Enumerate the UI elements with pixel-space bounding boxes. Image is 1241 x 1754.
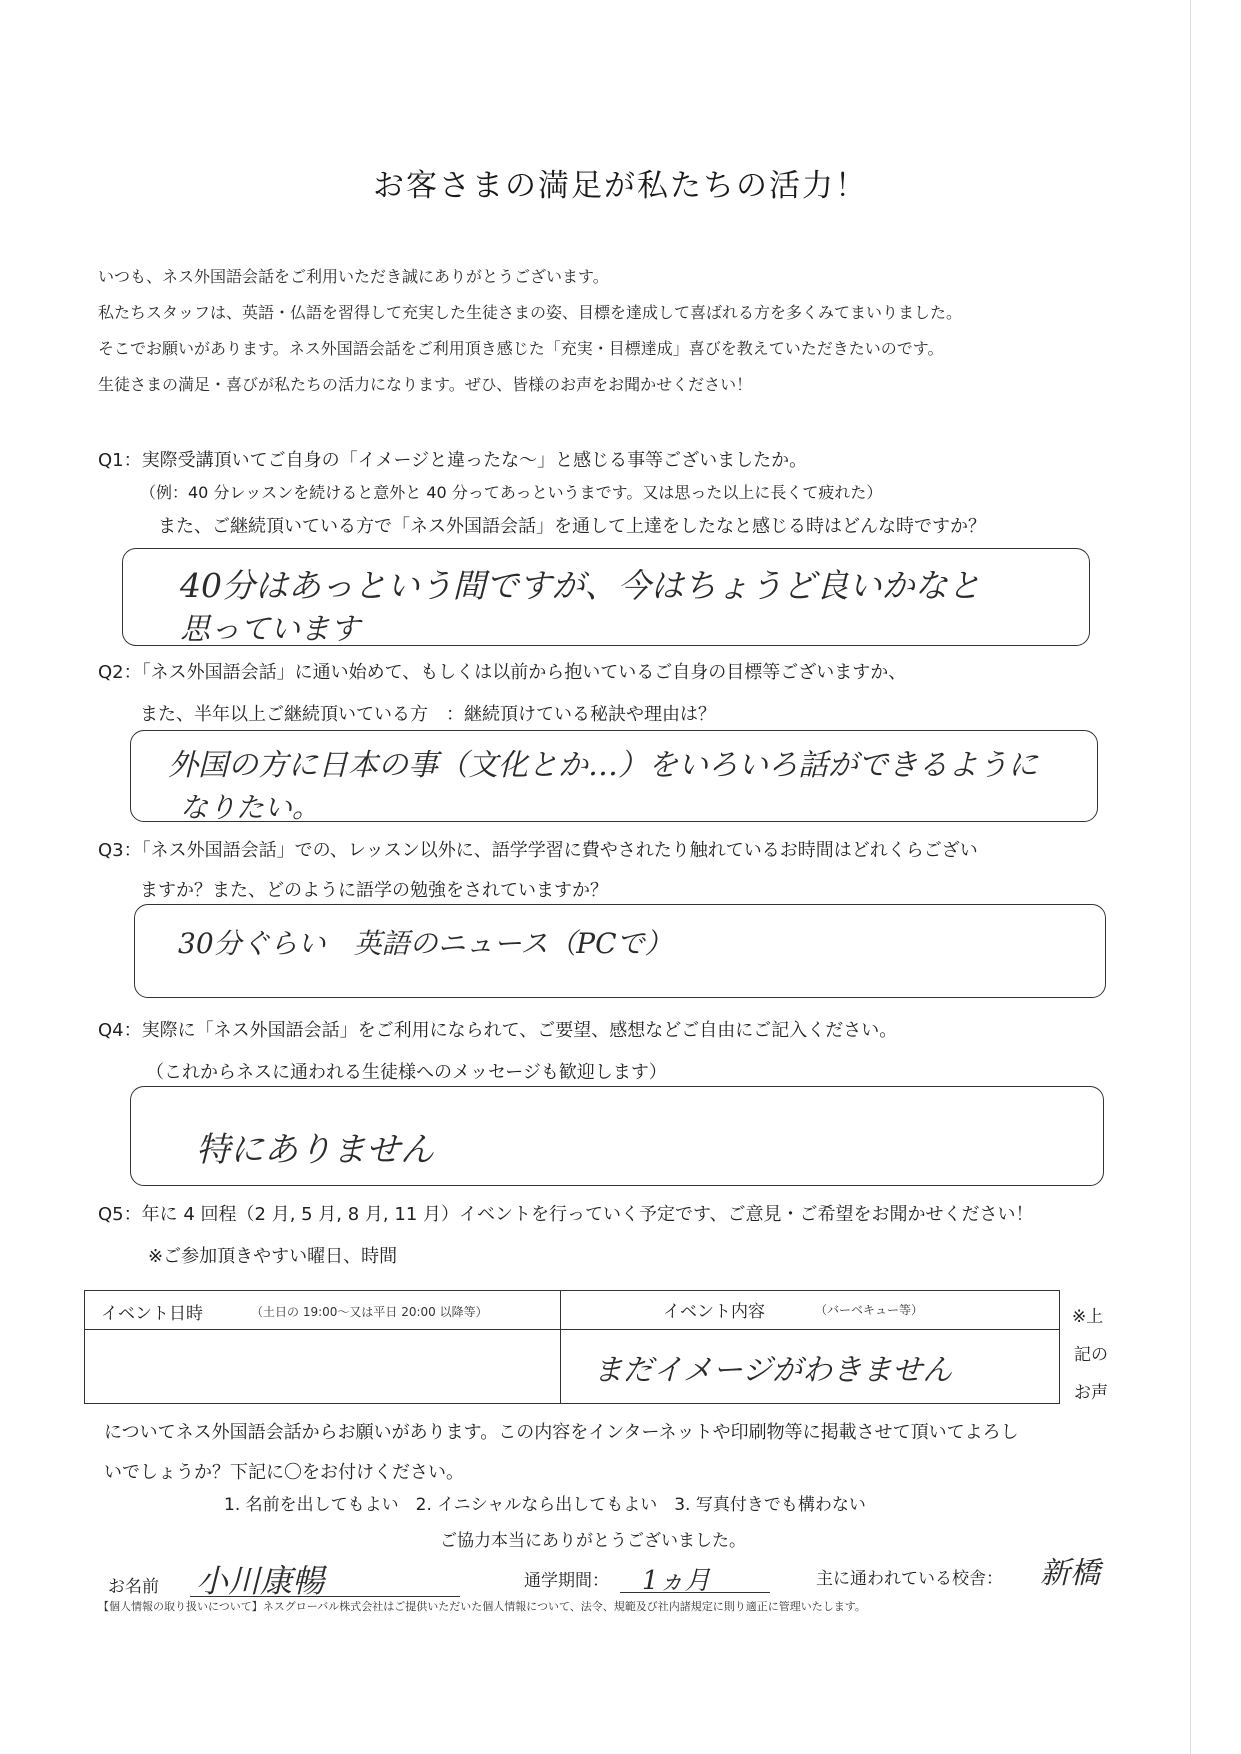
q4-question-2: （これからネスに通われる生徒様へのメッセージも歓迎します）: [146, 1062, 667, 1083]
thanks-text: ご協力本当にありがとうございました。: [440, 1531, 746, 1551]
event-content-note: （バーベキュー等）: [815, 1303, 924, 1317]
q2-question-2: また、半年以上ご継続頂いている方 ：継続頂けている秘訣や理由は？: [140, 704, 716, 725]
intro-line-4: 生徒さまの満足・喜びが私たちの活力になります。ぜひ、皆様のお声をお聞かせください！: [98, 375, 753, 394]
q5-question-2: ※ご参加頂きやすい曜日、時間: [148, 1246, 398, 1267]
event-table-column-divider: [560, 1291, 561, 1403]
consent-options: 1. 名前を出してもよい 2. イニシャルなら出してもよい 3. 写真付きでも構わない: [224, 1495, 866, 1515]
q4-question: Q4：実際に「ネス外国語会話」をご利用になられて、ご要望、感想などご自由にご記入ください。: [98, 1020, 898, 1041]
period-value: 1ヵ月: [642, 1566, 711, 1596]
q1-example: （例：40 分レッスンを続けると意外と 40 分ってあっというまです。又は思った以上に長くて疲れた）: [140, 483, 883, 502]
intro-line-3: そこでお願いがあります。ネス外国語会話をご利用頂き感じた「充実・目標達成」喜びを教えていただきたいのです。: [98, 339, 944, 358]
event-date-header: イベント日時: [101, 1304, 203, 1324]
q2-answer-line-1: 外国の方に日本の事（文化とか…）をいろいろ話ができるように: [168, 748, 1038, 783]
q1-answer-line-1: 40分はあっという間ですが、今はちょうど良いかなと: [180, 566, 981, 605]
side-note-1: ※上: [1072, 1307, 1104, 1327]
q1-question-2: また、ご継続頂いている方で「ネス外国語会話」を通して上達をしたなと感じる時はどんな時ですか？: [158, 516, 986, 537]
q2-answer-line-2: なりたい。: [180, 791, 321, 824]
event-date-note: （土日の 19:00～又は平日 20:00 以降等）: [251, 1305, 488, 1319]
q2-question: Q2：「ネス外国語会話」に通い始めて、もしくは以前から抱いているご自身の目標等ございますか、: [98, 662, 907, 683]
side-note-3: お声: [1074, 1383, 1108, 1403]
name-underline: [190, 1596, 460, 1597]
consent-line-1: についてネス外国語会話からお願いがあります。この内容をインターネットや印刷物等に掲載させて頂いてよろし: [104, 1422, 1019, 1443]
intro-line-1: いつも、ネス外国語会話をご利用いただき誠にありがとうございます。: [98, 267, 609, 286]
name-label: お名前: [108, 1577, 159, 1597]
q3-answer-line-1: 30分ぐらい 英語のニュース（PCで）: [178, 927, 673, 960]
period-label: 通学期間：: [524, 1571, 609, 1591]
intro-line-2: 私たちスタッフは、英語・仏語を習得して充実した生徒さまの姿、目標を達成して喜ばれる方を多くみてまいりました。: [98, 303, 963, 322]
q1-question: Q1：実際受講頂いてご自身の「イメージと違ったな～」と感じる事等ございましたか。: [98, 450, 808, 471]
q3-question: Q3：「ネス外国語会話」での、レッスン以外に、語学学習に費やされたり触れているお時間はどれくらござい: [98, 840, 978, 861]
q4-answer-line-1: 特にありません: [196, 1130, 434, 1170]
q3-question-2: ますか？また、どのように語学の勉強をされていますか？: [140, 880, 608, 901]
page-title: お客さまの満足が私たちの活力！: [373, 168, 868, 204]
q1-answer-line-2: 思っています: [180, 612, 360, 647]
event-table-row-divider: [85, 1329, 1059, 1330]
privacy-footer: 【個人情報の取り扱いについて】ネスグローバル株式会社はご提供いただいた個人情報について、法令、規範及び社内諸規定に則り適正に管理いたします。: [98, 1600, 866, 1613]
consent-line-2: いでしょうか？下記に〇をお付けください。: [104, 1462, 464, 1483]
school-label: 主に通われている校舎：: [816, 1569, 1003, 1589]
event-content-answer: まだイメージがわきません: [593, 1353, 953, 1388]
page-edge-line: [1190, 0, 1191, 1754]
event-table: [84, 1290, 1060, 1404]
name-value: 小川康暢: [196, 1562, 325, 1600]
school-value: 新橋: [1040, 1556, 1100, 1591]
period-underline: [620, 1592, 770, 1593]
side-note-2: 記の: [1074, 1345, 1108, 1365]
q5-question: Q5：年に 4 回程（2 月, 5 月, 8 月, 11 月）イベントを行っていく予定です、ご意見・ご希望をお聞かせください！: [98, 1204, 1034, 1225]
event-content-header: イベント内容: [663, 1302, 765, 1322]
